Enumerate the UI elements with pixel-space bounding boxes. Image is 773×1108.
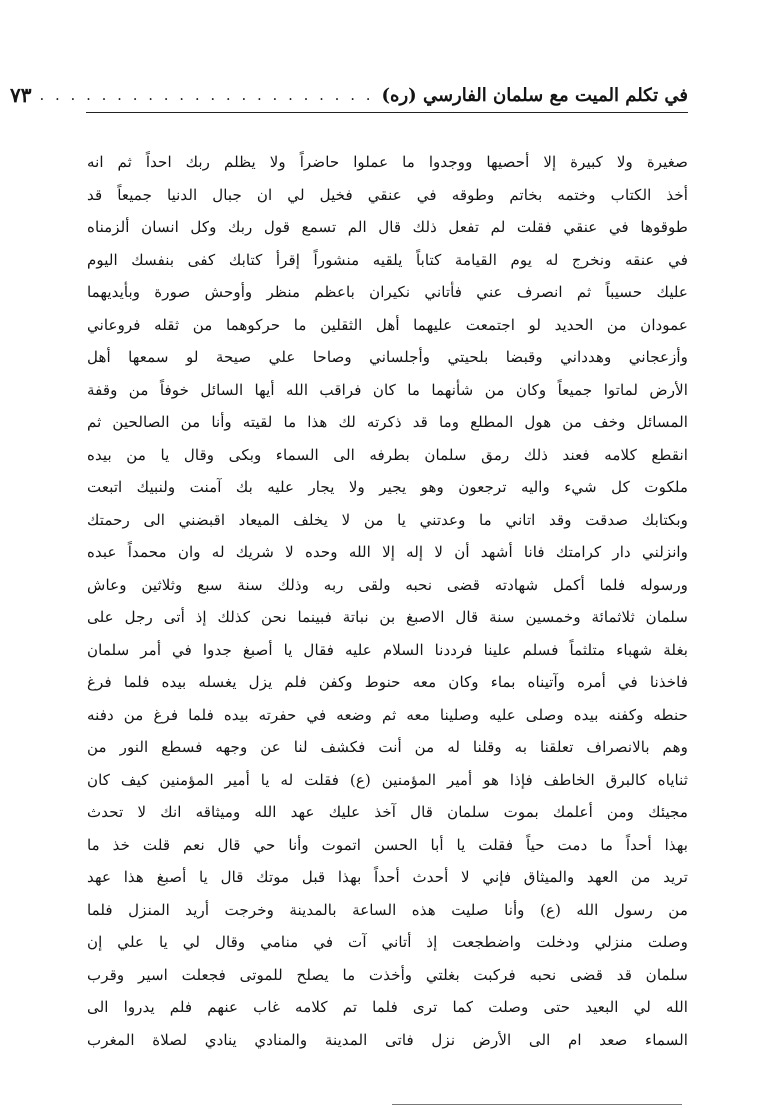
- text-line: بغلة شهباء متلثماً فسلم علينا فرددنا السلام عليه فقال يا أصبغ جدوا في أمر سلمان: [87, 640, 688, 659]
- text-line: صغيرة ولا كبيرة إلا أحصيها ووجدوا ما عملوا حاضراً ولا يظلم ربك احداً ثم انه: [87, 153, 688, 171]
- text-line: انقطع كلامه فعند ذلك رمق سلمان بطرفه الى السماء وبكى وقال يا من بيده: [87, 445, 688, 464]
- text-line: سلمان ثلاثمائة وخمسين سنة قال الاصبغ بن نباتة فبينما نحن كذلك إذ أتى رجل على: [87, 608, 688, 626]
- text-line: ورسوله فلما أكمل شهادته قضى نحبه ولقى ربه وذلك سنة سبع وثلاثين وعاش: [87, 575, 688, 594]
- footer-rule: [392, 1104, 682, 1105]
- text-line: بهذا أحداً ما دمت حياً فقلت يا أبا الحسن اتموت وأنا حي قال نعم قلت خذ ما: [87, 835, 688, 854]
- text-line: مجيئك ومن أعلمك بموت سلمان قال آخذ عليك عهد الله وميثاقه انك لا تحدث: [87, 803, 688, 821]
- text-line: تريد من العهد والميثاق فإني لا أحدث أحداً بهذا قبل موتك قال يا أصبغ هذا عهد: [87, 868, 688, 886]
- text-line: السماء صعد ام الى الأرض نزل فاتى المدينة والمنادي ينادي لصلاة المغرب: [87, 1030, 688, 1049]
- text-line: سلمان قد قضى نحبه فركبت بغلتي وأخذت ما يصلح للموتى فجعلت اسير وقرب: [87, 965, 688, 984]
- text-line: ثناياه كالبرق الخاطف فإذا هو أمير المؤمنين (ع) فقلت له يا أمير المؤمنين كيف كان: [87, 770, 688, 789]
- text-line: الأرض لماتوا جميعاً وكان من شأنهما ما كان فراقب الله أيها السائل خوفاً من وقفة: [87, 380, 688, 399]
- header-title: في تكلم الميت مع سلمان الفارسي (ره): [381, 84, 688, 106]
- text-line: طوقوها في عنقي فقلت لم تفعل ذلك قال الم تسمع قول ربك وكل انسان ألزمناه: [87, 218, 688, 236]
- text-line: وانزلني دار كرامتك فانا أشهد أن لا إله إلا الله وحده لا شريك له وان محمداً عبده: [87, 543, 688, 561]
- header-leader-dots: . . . . . . . . . . . . . . . . . . . . . .: [39, 86, 374, 104]
- text-line: وبكتابك صدقت وقد اتاني ما وعدتني يا من لا يخلف الميعاد اقبضني الى رحمتك: [87, 510, 688, 529]
- page-number: ٧٣: [10, 83, 32, 107]
- text-line: عليك حسيباً ثم انصرف عني فأتاني نكيران باعظم منظر وأوحش صورة وبأيديهما: [87, 283, 688, 301]
- text-line: وأزعجاني وهدداني وقبضا بلحيتي وأجلساني وصاحا علي صيحة لو سمعها أهل: [87, 348, 688, 366]
- text-line: حنطه وكفنه بيده وصلى عليه وصلينا معه ثم وضعه في حفرته بيده فلما فرغ من دفنه: [87, 705, 688, 724]
- running-header: [10, 78, 688, 113]
- text-line: من رسول الله (ع) وأنا صليت هذه الساعة بالمدينة وخرجت أريد المنزل فلما: [87, 900, 688, 919]
- text-line: ملكوت كل شيء واليه ترجعون وهو يجير ولا يجار عليه بك آمنت ولنبيك اتبعت: [87, 478, 688, 496]
- body-text: [87, 146, 688, 1056]
- text-line: الله لي البعيد حتى وصلت كما ترى فلما تم كلامه غاب عنهم فلم يدروا الى: [87, 998, 688, 1016]
- text-line: وصلت منزلي ودخلت واضطجعت إذ أتاني آت في منامي وقال لي يا علي إن: [87, 933, 688, 951]
- text-line: في عنقه ونخرج له يوم القيامة كتاباً يلقيه منشوراً إقرأ كتابك كفى بنفسك اليوم: [87, 250, 688, 269]
- text-line: عمودان من الحديد لو اجتمعت عليهما أهل الثقلين ما حركوهما من ثقله فروعاني: [87, 315, 688, 334]
- text-line: فاخذنا في أمره وآتيناه بماء وكان معه حنوط وكفن فلم يزل يغسله بيده فلما فرغ: [87, 673, 688, 691]
- text-line: وهم بالانصراف تعلقنا به وقلنا له من أنت فكشف لنا عن وجهه فسطع النور من: [87, 738, 688, 756]
- text-line: أخذ الكتاب وختمه بخاتم وطوقه في عنقي فخيل لي ان جبال الدنيا جميعاً قد: [87, 185, 688, 204]
- text-line: المسائل وخف من هول المطلع وما قد ذكرته لك هذا ما لقيته وأنا من الصالحين ثم: [87, 413, 688, 431]
